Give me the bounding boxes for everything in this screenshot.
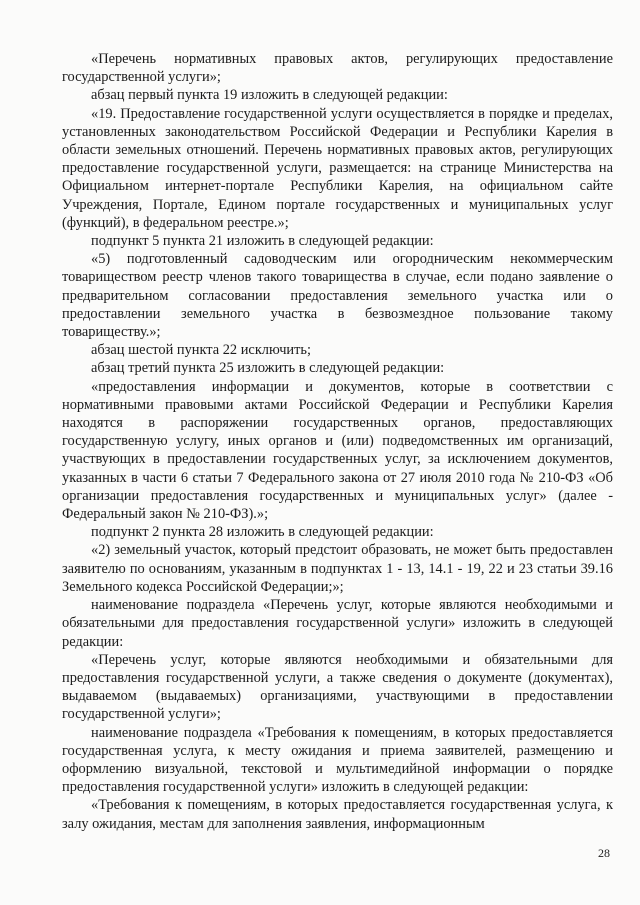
paragraph-subclause-5: «5) подготовленный садоводческим или огородническим некоммерческим товариществом реестр членов такого товарищества в случае, если подано заявление о предварительном согласовании предоставления земельного участка или о предоставлении земельного участка в безвозмездное пользование такому товариществу.»;	[62, 251, 613, 341]
paragraph-subsection-premises: наименование подраздела «Требования к помещениям, в которых предоставляется государственная услуга, к месту ожидания и приема заявителей, размещению и оформлению визуальной, текстовой и мультимедийной информации о порядке предоставления государственной услуги» изложить в следующей редакции:	[62, 724, 613, 796]
paragraph-instruction-21: подпункт 5 пункта 21 изложить в следующей редакции:	[91, 233, 434, 250]
paragraph-clause-25: «предоставления информации и документов, которые в соответствии с нормативными правовыми актами Российской Федерации и Республики Карелия находятся в распоряжении государственных органов, предоставляющих государственную услугу, иных органов и (или) подведомственных им организаций, участвующих в предоставлении государственных услуг, за исключением документов, указанных в части 6 статьи 7 Федерального закона от 27 июля 2010 года № 210-ФЗ «Об организации предоставления государственных и муниципальных услуг» (далее - Федеральный закон № 210-ФЗ).»;	[62, 378, 613, 523]
paragraph-subsection-services: наименование подраздела «Перечень услуг, которые являются необходимыми и обязательными для предоставления государственной услуги» изложить в следующей редакции:	[62, 597, 613, 650]
paragraph-premises-title: «Требования к помещениям, в которых предоставляется государственная услуга, к залу ожидания, местам для заполнения заявления, информационным	[62, 797, 613, 832]
paragraph-services-title: «Перечень услуг, которые являются необходимыми и обязательными для предоставления государственной услуги, а также сведения о документе (документах), выдаваемом (выдаваемых) организациями, участвующими в предоставлении государственной услуги»;	[62, 651, 613, 723]
paragraph-instruction-22: абзац шестой пункта 22 исключить;	[91, 342, 311, 359]
paragraph-clause-19: «19. Предоставление государственной услуги осуществляется в порядке и пределах, установленных законодательством Российской Федерации и Республики Карелия в области земельных отношений. Перечень нормативных правовых актов, регулирующих предоставление государственной услуги, размещается: на странице Министерства на Официальном интернет-портале Республики Карелия, на официальном сайте Учреждения, Портале, Едином портале государственных и муниципальных услуг (функций), в федеральном реестре.»;	[62, 105, 613, 231]
paragraph-instruction-28: подпункт 2 пункта 28 изложить в следующей редакции:	[91, 524, 434, 541]
document-body	[62, 50, 613, 833]
page-number: 28	[598, 846, 610, 860]
paragraph-subclause-2: «2) земельный участок, который предстоит образовать, не может быть предоставлен заявителю по основаниям, указанным в подпунктах 1 - 13, 14.1 - 19, 22 и 23 статьи 39.16 Земельного кодекса Российской Федерации;»;	[62, 542, 613, 595]
paragraph-list-title: «Перечень нормативных правовых актов, регулирующих предоставление государственной услуги»;	[62, 51, 613, 86]
paragraph-instruction-19: абзац первый пункта 19 изложить в следующей редакции:	[91, 87, 448, 104]
paragraph-instruction-25: абзац третий пункта 25 изложить в следующей редакции:	[91, 360, 445, 377]
